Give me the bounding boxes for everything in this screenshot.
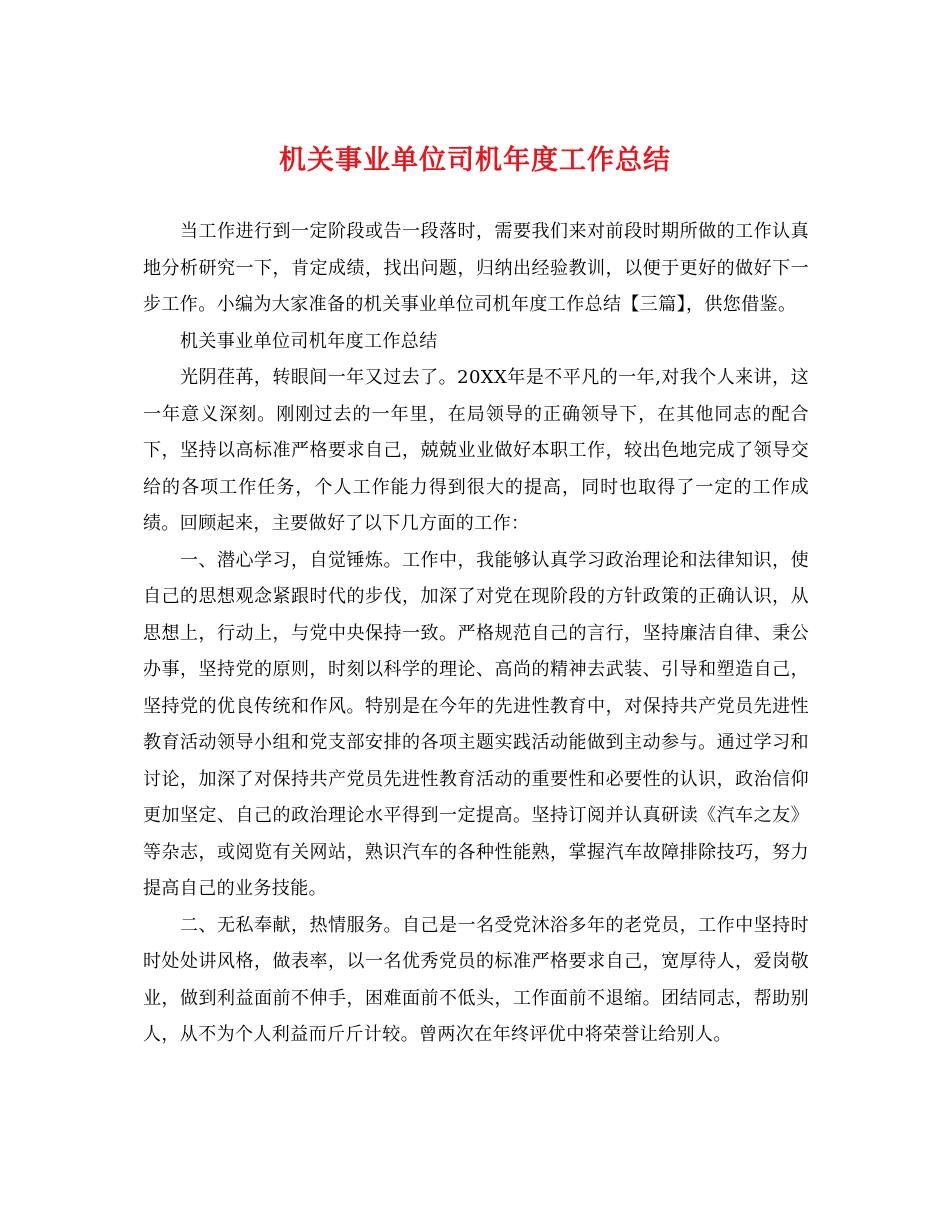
subheading-paragraph: 机关事业单位司机年度工作总结: [180, 330, 438, 352]
intro-paragraph: 当工作进行到一定阶段或告一段落时，需要我们来对前段时期所做的工作认真地分析研究一下，肯定成绩，找出问题，归纳出经验教训，以便于更好的做好下一步工作。小编为大家准备的机关事业单位司机年度工作总结【三篇】，供您借鉴。: [143, 221, 809, 315]
document-body: [143, 214, 809, 1054]
section-two-paragraph: 二、无私奉献，热情服务。自己是一名受党沐浴多年的老党员，工作中坚持时时处处讲风格，做表率，以一名优秀党员的标准严格要求自己，宽厚待人，爱岗敬业，做到利益面前不伸手，困难面前不低头，工作面前不退缩。团结同志，帮助别人，从不为个人利益而斤斤计较。曾两次在年终评优中将荣誉让给别人。: [143, 914, 809, 1045]
document-title: 机关事业单位司机年度工作总结: [279, 145, 671, 176]
section-one-paragraph: 一、潜心学习，自觉锤炼。工作中，我能够认真学习政治理论和法律知识，使自己的思想观念紧跟时代的步伐，加深了对党在现阶段的方针政策的正确认识，从思想上，行动上，与党中央保持一致。严格规范自己的言行，坚持廉洁自律、秉公办事，坚持党的原则，时刻以科学的理论、高尚的精神去武装、引导和塑造自己，坚持党的优良传统和作风。特别是在今年的先进性教育中，对保持共产党员先进性教育活动领导小组和党支部安排的各项主题实践活动能做到主动参与。通过学习和讨论，加深了对保持共产党员先进性教育活动的重要性和必要性的认识，政治信仰更加坚定、自己的政治理论水平得到一定提高。坚持订阅并认真研读《汽车之友》等杂志，或阅览有关网站，熟识汽车的各种性能熟，掌握汽车故障排除技巧，努力提高自己的业务技能。: [143, 549, 809, 899]
overview-paragraph: 光阴荏苒，转眼间一年又过去了。20XX年是不平凡的一年,对我个人来讲，这一年意义深刻。刚刚过去的一年里，在局领导的正确领导下，在其他同志的配合下，坚持以高标准严格要求自己，兢兢业业做好本职工作，较出色地完成了领导交给的各项工作任务，个人工作能力得到很大的提高，同时也取得了一定的工作成绩。回顾起来，主要做好了以下几方面的工作：: [143, 367, 809, 534]
